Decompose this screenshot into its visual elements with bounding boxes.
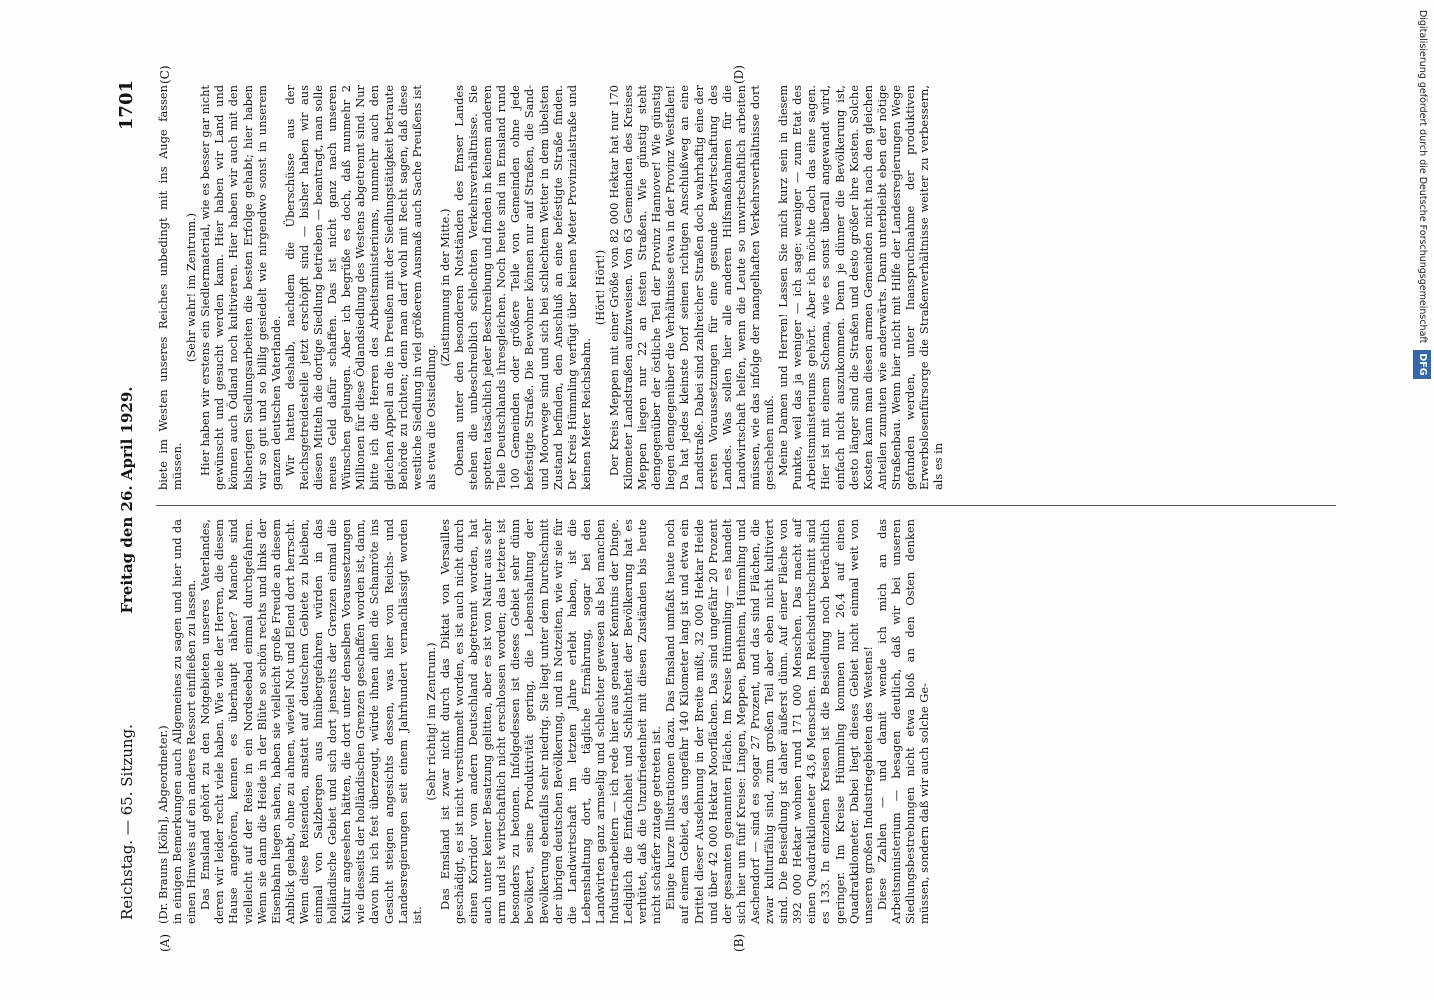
marker-b: (B) — [732, 933, 746, 952]
paragraph: Diese Zahlen — und damit wende ich mich an das Arbeitsministerium — besagen deutlich, daß wir bei unseren Siedlungsbestrebungen nicht etwa bloß an den Osten denken müssen, sondern daß wir auch solche Ge- — [874, 519, 932, 924]
credit-text: Digitalisierung gefördert durch die Deutsche Forschungsgemeinschaft — [1417, 10, 1428, 344]
marker-a: (A) — [158, 933, 172, 952]
header-date: Freitag den 26. April 1929. — [118, 386, 136, 614]
paragraph: biete im Westen unseres Reiches unbedingt mit ins Auge fassen müssen. — [156, 85, 185, 490]
right-column — [156, 85, 945, 490]
paragraph: Das Emsland ist zwar nicht durch das Diktat von Versailles geschädigt, es ist nicht verstümmelt worden, es ist auch nicht durch einen Korridor vom andern Deutschland abgetrennt worden, hat auch unter keiner Besatzung gelitten, aber es ist von Natur aus sehr arm und ist wirtschaftlich nicht erschlossen worden; das letztere ist besonders zu betonen. Infolgedessen ist dieses Gebiet sehr dünn bevölkert, seine Produktivität gering, die Lebenshaltung der Bevölkerung ebenfalls sehr niedrig. Sie liegt unter dem Durchschnitt der übrigen deutschen Bevölkerung, und in Notzeiten, wie wir sie für die Landwirtschaft im letzten Jahre erlebt haben, ist die Lebenshaltung dort, die tägliche Ernährung, sogar bei den Landwirten ganz armselig und schlechter gewesen als bei manchen Industriearbeitern — ich rede hier aus genauer Kenntnis der Dinge. Lediglich die Einfachheit und Schlichtheit der Bevölkerung hat es verhütet, daß die Unzufriedenheit mit diesen Zuständen bis heute nicht schärfer zutage getreten ist. — [437, 519, 664, 924]
interjection: (Hört! Hört!) — [592, 249, 607, 326]
page-header — [112, 70, 152, 930]
paragraph: Der Kreis Meppen mit einer Größe von 82 000 Hektar hat nur 170 Kilometer Landstraßen aufzuweisen. Von 63 Gemeinden des Kreises Meppen liegen nur 22 an festen Straßen. Wie günstig steht demgegenüber der östliche Teil der Provinz Hannover! Wie günstig liegen demgegenüber die Verhältnisse etwa in der Provinz Westfalen! Da hat jedes kleinste Dorf seinen richtigen Anschlußweg an eine Landstraße. Dabei sind zahlreicher Straßen doch wahrhaftig eine der ersten Voraussetzungen für eine gesunde Bewirtschaftung des Landes. Was sollen hier alle anderen Hilfsmaßnahmen für die Landwirtschaft helfen, wenn die Leute so unwirtschaftlich arbeiten müssen, wie das infolge der mangelhaften Verkehrsverhältnisse dort geschehen muß. — [607, 85, 777, 490]
interjection: (Sehr richtig! im Zentrum.) — [423, 642, 438, 801]
digitization-credit — [1413, 10, 1431, 990]
paragraph: Das Emsland gehört zu den Notgebieten unseres Vaterlandes, deren wir leider recht viele haben. Wie viele der Herren, die diesem Hause angehören, kennen es überhaupt näher? Manche sind vielleicht auf der Reise in ein Nordseebad einmal durchgefahren. Wenn sie dann die Heide in der Blüte so schön rechts und links der Eisenbahn liegen sahen, haben sie vielleicht große Freude an diesem Anblick gehabt, ohne zu ahnen, wieviel Not und Elend dort herrscht. Wenn diese Reisenden, anstatt auf deutschem Gebiete zu bleiben, einmal von Salzbergen aus hinübergefahren würden in das holländische Gebiet und sich dort jenseits der Grenzen einmal die Kultur angesehen hätten, die dort unter denselben Voraussetzungen wie diesseits der holländischen Grenzen geschaffen worden ist, dann, davon bin ich fest überzeugt, würde ihnen allen die Schamröte ins Gesicht steigen angesichts dessen, was hier von Reichs- und Landesregierungen seit einem Jahrhundert vernachlässigt worden ist. — [198, 519, 424, 924]
speaker-line: (Dr. Brauns [Köln], Abgeordneter.) — [156, 725, 170, 924]
marker-d: (D) — [732, 65, 746, 84]
interjection: (Zustimmung in der Mitte.) — [437, 208, 452, 367]
paragraph: Hier haben wir erstens ein Siedlermaterial, wie es besser gar nicht gewünscht und gesucht werden kann. Hier haben wir Land und können auch Ödland noch kultivieren. Hier haben wir auch mit den bisherigen Siedlungsarbeiten die besten Erfolge gehabt; hier haben wir so gut und so billig gesiedelt wie nirgendwo sonst in unserem ganzen deutschen Vaterlande. — [198, 85, 283, 490]
paragraph: Meine Damen und Herren! Lassen Sie mich kurz sein in diesem Punkte, weil das ja weniger — ich sage: weniger — zum Etat des Arbeitsministeriums gehört. Aber ich möchte doch das eine sagen. Hier ist mit einem Schema, wie es sonst überall angewandt wird, einfach nicht auszukommen. Denn je dünner die Bevölkerung ist, desto länger sind die Straßen und desto größer ihre Kosten. Solche Kosten kann man diesen armen Gemeinden nicht nach den gleichen Anteilen zumuten wie anderwärts. Dann unterbleibt eben der nötige Straßenbau. Wenn hier nicht mit Hilfe der Landesregierungen Wege gefunden werden, unter Inanspruchnahme der produktiven Erwerbslosenfürsorge die Straßenverhältnisse weiter zu verbessern, als es in — [776, 85, 946, 490]
marker-c: (C) — [158, 65, 172, 84]
paragraph: Obenan unter den besonderen Notständen des Emser Landes stehen die unbeschreiblich schlechten Verkehrsverhältnisse. Sie spotten tatsächlich jeder Beschreibung und finden in keinem anderen Teile Deutschlands ihresgleichen. Noch heute sind im Emsland rund 100 Gemeinden oder größere Teile von Gemeinden ohne jede befestigte Straße. Die Bewohner können nur auf Straßen, die Sand- und Moorwege sind und sich bei schlechtem Wetter in dem übelsten Zustand befinden, den Anschluß an eine befestigte Straße finden. Der Kreis Hümmling verfügt über keinen Meter Provinzialstraße und keinen Meter Reichsbahn. — [451, 85, 593, 490]
rotated-newspaper-page — [112, 65, 1352, 952]
header-left: Reichstag. — 65. Sitzung. — [118, 724, 136, 920]
left-column — [156, 519, 931, 924]
interjection: (Sehr wahr! im Zentrum.) — [184, 212, 199, 363]
dfg-logo: DFG — [1413, 350, 1431, 378]
column-divider — [156, 505, 1336, 506]
page-number: 1701 — [116, 80, 137, 131]
paragraph: Wir hatten deshalb, nachdem die Überschüsse aus der Reichsgetreidestelle jetzt erschöpft sind — bisher haben wir aus diesen Mitteln die dortige Siedlung betrieben — beantragt, man solle neues Geld dafür schaffen. Das ist nicht ganz nach unseren Wünschen gelungen. Aber ich begrüße es doch, daß nunmehr 2 Millionen für diese Ödlandsiedlung des Westens abgetrennt sind. Nur bitte ich die Herren des Arbeitsministeriums, nunmehr auch den gleichen Appell an die in Preußen mit der Siedlungstätigkeit betraute Behörde zu richten; denn man darf wohl mit Recht sagen, daß diese westliche Siedlung in viel größerem Ausmaß auch Sache Preußens ist als etwa die Ostsiedlung. — [282, 85, 438, 490]
paragraph: Einige kurze Illustrationen dazu. Das Emsland umfaßt heute noch auf einem Gebiet, das ungefähr 140 Kilometer lang ist und etwa ein Drittel dieser Ausdehnung in der Breite mißt, 32 000 Hektar Heide und über 42 000 Hektar Moorflächen. Das sind ungefähr 20 Prozent der gesamten genannten Fläche. Im Kreise Hümmling — es handelt sich hier um fünf Kreise: Lingen, Meppen, Bentheim, Hümmling und Aschendorf — sind es sogar 27 Prozent, und das sind Flächen, die zwar kulturfähig sind, zum großen Teil aber eben nicht kultiviert sind. Die Besiedlung ist daher äußerst dünn. Auf einer Fläche von 392 000 Hektar wohnen rund 171 000 Menschen. Das macht auf einen Quadratkilometer 43,6 Menschen. Im Reichsdurchschnitt sind es 133. In einzelnen Kreisen ist die Besiedlung noch beträchtlich geringer. Im Kreise Hümmling kommen nur 26,4 auf einen Quadratkilometer. Dabei liegt dieses Gebiet nicht einmal weit von unseren großen Industriegebieten des Westens! — [663, 519, 875, 924]
paragraph: in einigen Bemerkungen auch Allgemeines zu sagen und hier und da einen Hinweis auf ein anderes Ressort einfließen zu lassen. — [170, 519, 199, 924]
